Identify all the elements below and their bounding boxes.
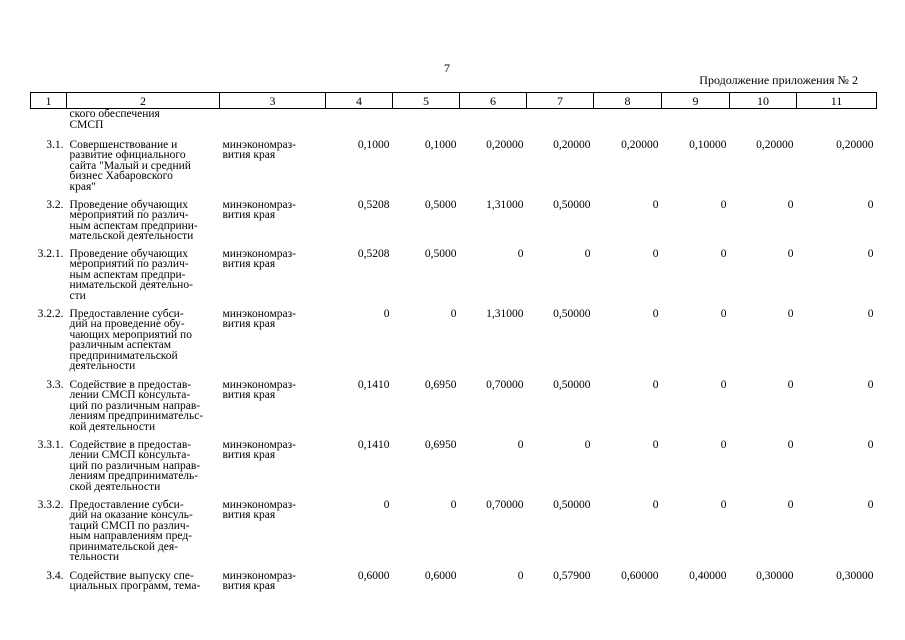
row-code: 3.3. xyxy=(46,378,64,391)
row-code: 3.3.1. xyxy=(37,438,64,451)
appendix-caption: Продолжение приложения № 2 xyxy=(699,73,858,87)
row-value: 0 xyxy=(517,438,524,451)
row-value: 0 xyxy=(867,247,874,260)
row-value: 0,5208 xyxy=(357,247,390,260)
row-value: 0 xyxy=(517,569,524,582)
row-value: 1,31000 xyxy=(486,198,524,211)
row-value: 0 xyxy=(383,307,390,320)
column-header: 3 xyxy=(220,93,326,109)
column-header: 5 xyxy=(393,93,460,109)
row-value: 0 xyxy=(584,438,591,451)
row-value: 0 xyxy=(584,247,591,260)
row-value: 0,6000 xyxy=(357,569,390,582)
row-value: 0,70000 xyxy=(486,378,524,391)
row-value: 0 xyxy=(652,438,659,451)
row-value: 0 xyxy=(652,307,659,320)
row-value: 0,5000 xyxy=(424,198,457,211)
table-body xyxy=(31,109,877,601)
row-value: 0,50000 xyxy=(553,378,591,391)
row-measure-name: Проведение обучающих мероприятий по различ- ным аспектам предпри- нимательской деятельно- сти xyxy=(69,247,193,302)
row-executor xyxy=(220,109,326,140)
table-row xyxy=(31,309,877,380)
row-value: 0 xyxy=(720,247,727,260)
table-row xyxy=(31,500,877,571)
row-value: 0 xyxy=(450,498,457,511)
row-measure-name: Содействие выпуску спе- циальных программ, тема- xyxy=(69,569,201,592)
row-value: 0 xyxy=(652,198,659,211)
row-value: 0,5208 xyxy=(357,198,390,211)
row-measure-name: Проведение обучающих мероприятий по различ- ным аспектам предприни- мательской деятельности xyxy=(69,198,198,242)
row-value: 0,6950 xyxy=(424,378,457,391)
row-value: 0,10000 xyxy=(689,138,727,151)
row-value: 0 xyxy=(383,498,390,511)
row-code: 3.2.1. xyxy=(37,247,64,260)
column-header: 7 xyxy=(527,93,594,109)
row-code xyxy=(31,109,67,140)
row-value: 0 xyxy=(720,198,727,211)
row-value xyxy=(460,109,527,140)
row-executor: минэкономраз- вития края xyxy=(222,247,296,270)
row-value: 0 xyxy=(517,247,524,260)
row-value: 1,31000 xyxy=(486,307,524,320)
row-value: 0 xyxy=(867,498,874,511)
column-header: 8 xyxy=(594,93,662,109)
row-value: 0 xyxy=(867,198,874,211)
row-value: 0 xyxy=(652,498,659,511)
row-value: 0,50000 xyxy=(553,498,591,511)
row-executor: минэкономраз- вития края xyxy=(222,307,296,330)
row-value: 0,20000 xyxy=(756,138,794,151)
column-header: 11 xyxy=(797,93,877,109)
row-value: 0 xyxy=(787,498,794,511)
table-row xyxy=(31,200,877,249)
row-value: 0 xyxy=(720,307,727,320)
row-measure-name: Предоставление субси- дий на проведение обу- чающих мероприятий по различным аспектам предпринимательской деятельности xyxy=(69,307,192,372)
page-number: 7 xyxy=(444,61,450,75)
row-value: 0,30000 xyxy=(836,569,874,582)
row-measure-name: Совершенствование и развитие официального сайта "Малый и средний бизнес Хабаровского края" xyxy=(69,138,191,193)
column-header: 9 xyxy=(662,93,730,109)
row-measure-name: Предоставление субси- дий на оказание консуль- таций СМСП по различ- ным направлениям пред- принимательской дея- тельности xyxy=(69,498,193,563)
row-value xyxy=(662,109,730,140)
row-value: 0,1410 xyxy=(357,378,390,391)
row-value: 0,70000 xyxy=(486,498,524,511)
row-value: 0,30000 xyxy=(756,569,794,582)
row-code: 3.2.2. xyxy=(37,307,64,320)
row-value: 0,60000 xyxy=(621,569,659,582)
row-value: 0,20000 xyxy=(486,138,524,151)
row-executor: минэкономраз- вития края xyxy=(222,378,296,401)
row-value: 0,5000 xyxy=(424,247,457,260)
row-value: 0 xyxy=(787,307,794,320)
row-code: 3.1. xyxy=(46,138,64,151)
row-measure-name: ского обеспечения СМСП xyxy=(69,108,160,131)
row-value xyxy=(326,109,393,140)
row-executor: минэкономраз- вития края xyxy=(222,198,296,221)
row-value: 0 xyxy=(787,438,794,451)
row-executor: минэкономраз- вития края xyxy=(222,498,296,521)
row-value: 0,1000 xyxy=(424,138,457,151)
row-value xyxy=(393,109,460,140)
row-measure-name: Содействие в предостав- лении СМСП консульта- ций по различным направ- лениям предприниматель- ской деятельности xyxy=(69,438,201,493)
row-value xyxy=(527,109,594,140)
row-value: 0,6950 xyxy=(424,438,457,451)
row-value: 0 xyxy=(652,378,659,391)
row-value: 0 xyxy=(867,438,874,451)
appendix-table xyxy=(30,92,877,601)
row-value: 0,50000 xyxy=(553,198,591,211)
row-executor: минэкономраз- вития края xyxy=(222,138,296,161)
table-row xyxy=(31,140,877,200)
table-row xyxy=(31,440,877,500)
row-measure-name: Содействие в предостав- лении СМСП консульта- ций по различным направ- лениям предпринимательс- кой деятельности xyxy=(69,378,204,433)
table-row xyxy=(31,249,877,309)
table-row xyxy=(31,109,877,140)
row-value: 0 xyxy=(787,198,794,211)
row-value: 0,20000 xyxy=(836,138,874,151)
row-value: 0,6000 xyxy=(424,569,457,582)
header-row xyxy=(31,93,877,109)
row-value: 0 xyxy=(720,378,727,391)
row-value: 0,20000 xyxy=(553,138,591,151)
row-value xyxy=(594,109,662,140)
row-value xyxy=(797,109,877,140)
row-value: 0 xyxy=(652,247,659,260)
row-value: 0 xyxy=(867,378,874,391)
row-value: 0 xyxy=(720,438,727,451)
row-value: 0,40000 xyxy=(689,569,727,582)
row-code: 3.3.2. xyxy=(37,498,64,511)
column-header: 1 xyxy=(31,93,67,109)
column-header: 4 xyxy=(326,93,393,109)
row-value: 0 xyxy=(867,307,874,320)
row-value: 0,1000 xyxy=(357,138,390,151)
row-value: 0,57900 xyxy=(553,569,591,582)
row-value: 0 xyxy=(787,247,794,260)
row-code: 3.2. xyxy=(46,198,64,211)
column-header: 6 xyxy=(460,93,527,109)
row-executor: минэкономраз- вития края xyxy=(222,569,296,592)
row-value xyxy=(730,109,797,140)
table-row xyxy=(31,571,877,601)
row-value: 0 xyxy=(787,378,794,391)
row-value: 0,20000 xyxy=(621,138,659,151)
table-row xyxy=(31,380,877,440)
row-code: 3.4. xyxy=(46,569,64,582)
row-executor: минэкономраз- вития края xyxy=(222,438,296,461)
row-value: 0,1410 xyxy=(357,438,390,451)
column-header: 10 xyxy=(730,93,797,109)
row-value: 0,50000 xyxy=(553,307,591,320)
row-value: 0 xyxy=(450,307,457,320)
row-value: 0 xyxy=(720,498,727,511)
column-header: 2 xyxy=(67,93,220,109)
